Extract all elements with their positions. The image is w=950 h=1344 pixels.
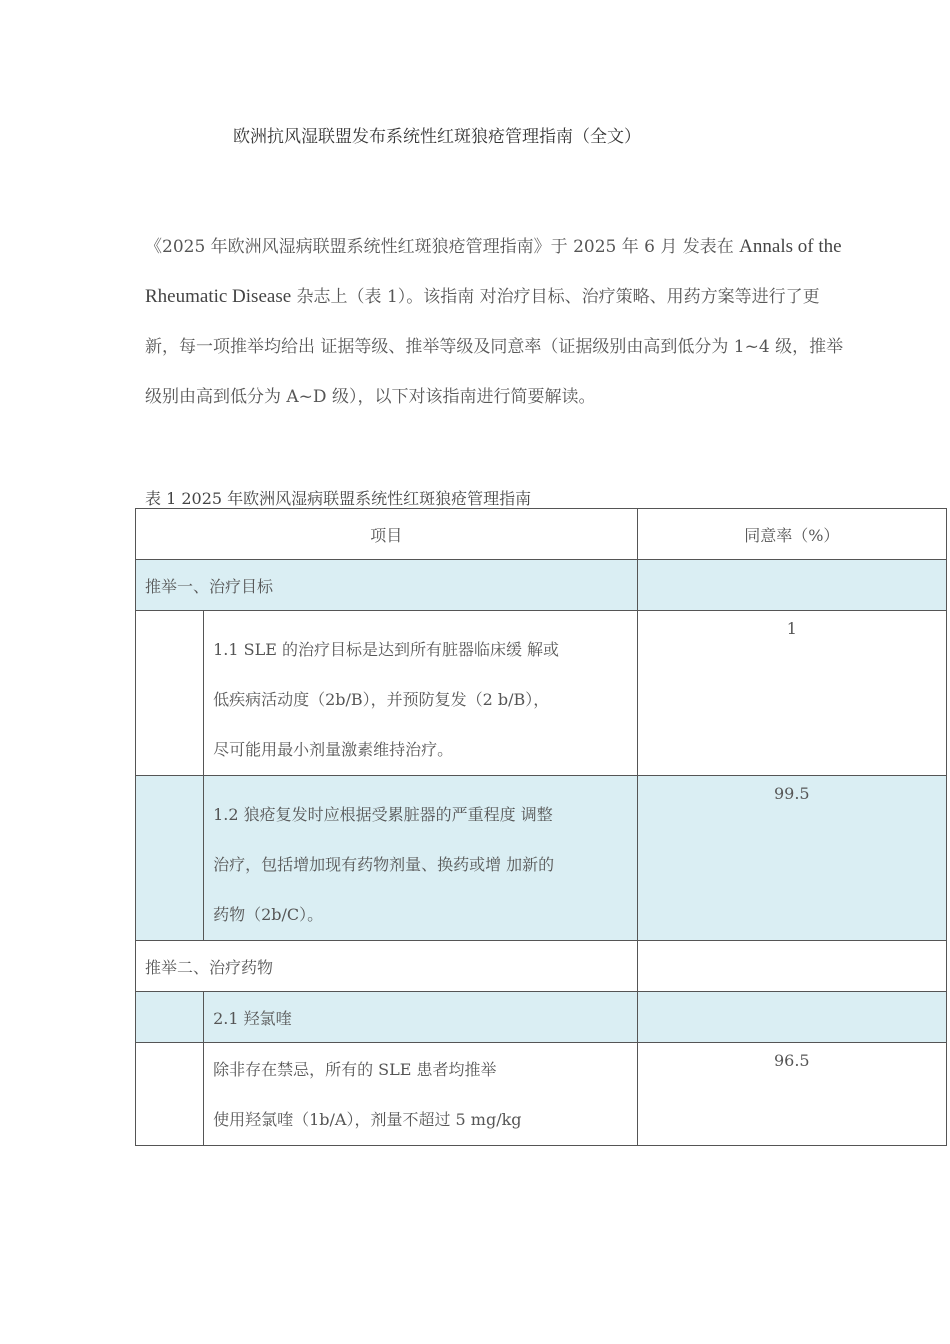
item-1-1 <box>204 611 638 776</box>
intro-line-4: 级别由高到低分为 A~D 级），以下对该指南进行简要解读。 <box>145 387 596 407</box>
subsection-2-1-rate <box>637 992 946 1043</box>
table-row <box>136 776 947 941</box>
indent-cell <box>136 1043 204 1146</box>
item-1-2-line-2: 治疗，包括增加现有药物剂量、换药或增 加新的 <box>213 855 555 874</box>
indent-cell <box>136 776 204 941</box>
table-row <box>136 1043 947 1146</box>
section-2-rate <box>637 941 946 992</box>
section-row-1 <box>136 560 947 611</box>
intro-line-2-cn: 杂志上（表 1）。该指南 对治疗目标、治疗策略、用药方案等进行了更 <box>291 287 820 307</box>
item-1-1-rate: 1 <box>637 611 946 776</box>
intro-line-1 <box>145 222 950 272</box>
item-2-1-1-line-2: 使用羟氯喹（1b/A），剂量不超过 5 mg/kg <box>213 1110 522 1129</box>
table-caption: 表 1 2025 年欧洲风湿病联盟系统性红斑狼疮管理指南 <box>145 489 532 508</box>
document-title: 欧洲抗风湿联盟发布系统性红斑狼疮管理指南（全文） <box>233 127 641 147</box>
indent-cell <box>136 992 204 1043</box>
item-1-2-line-3: 药物（2b/C）。 <box>213 905 324 924</box>
indent-cell <box>136 611 204 776</box>
intro-line-1-cn: 《2025 年欧洲风湿病联盟系统性红斑狼疮管理指南》于 2025 年 6 月 发表在 <box>145 237 740 257</box>
item-2-1-1-rate: 96.5 <box>637 1043 946 1146</box>
intro-line-2 <box>145 272 950 322</box>
item-1-2-rate: 99.5 <box>637 776 946 941</box>
item-1-2 <box>204 776 638 941</box>
intro-paragraph <box>145 222 950 422</box>
item-1-1-line-2: 低疾病活动度（2b/B），并预防复发（2 b/B）， <box>213 690 550 709</box>
intro-line-3: 新，每一项推举均给出 证据等级、推举等级及同意率（证据级别由高到低分为 1~4 级，推举 <box>145 337 844 357</box>
table-row <box>136 611 947 776</box>
subsection-row <box>136 992 947 1043</box>
section-2-label: 推举二、治疗药物 <box>136 941 638 992</box>
intro-line-1-en: Annals of the <box>739 236 842 257</box>
subsection-2-1-label: 2.1 羟氯喹 <box>204 992 638 1043</box>
section-row-2 <box>136 941 947 992</box>
item-1-1-line-3: 尽可能用最小剂量激素维持治疗。 <box>213 740 454 759</box>
header-rate: 同意率（%） <box>637 509 946 560</box>
item-2-1-1-line-1: 除非存在禁忌，所有的 SLE 患者均推举 <box>213 1060 497 1079</box>
section-1-rate <box>637 560 946 611</box>
guideline-table <box>135 508 947 1146</box>
header-item: 项目 <box>136 509 638 560</box>
table-header-row <box>136 509 947 560</box>
item-1-1-line-1: 1.1 SLE 的治疗目标是达到所有脏器临床缓 解或 <box>213 640 560 659</box>
item-2-1-1 <box>204 1043 638 1146</box>
section-1-label: 推举一、治疗目标 <box>136 560 638 611</box>
intro-line-2-en: Rheumatic Disease <box>145 286 292 307</box>
item-1-2-line-1: 1.2 狼疮复发时应根据受累脏器的严重程度 调整 <box>213 805 553 824</box>
